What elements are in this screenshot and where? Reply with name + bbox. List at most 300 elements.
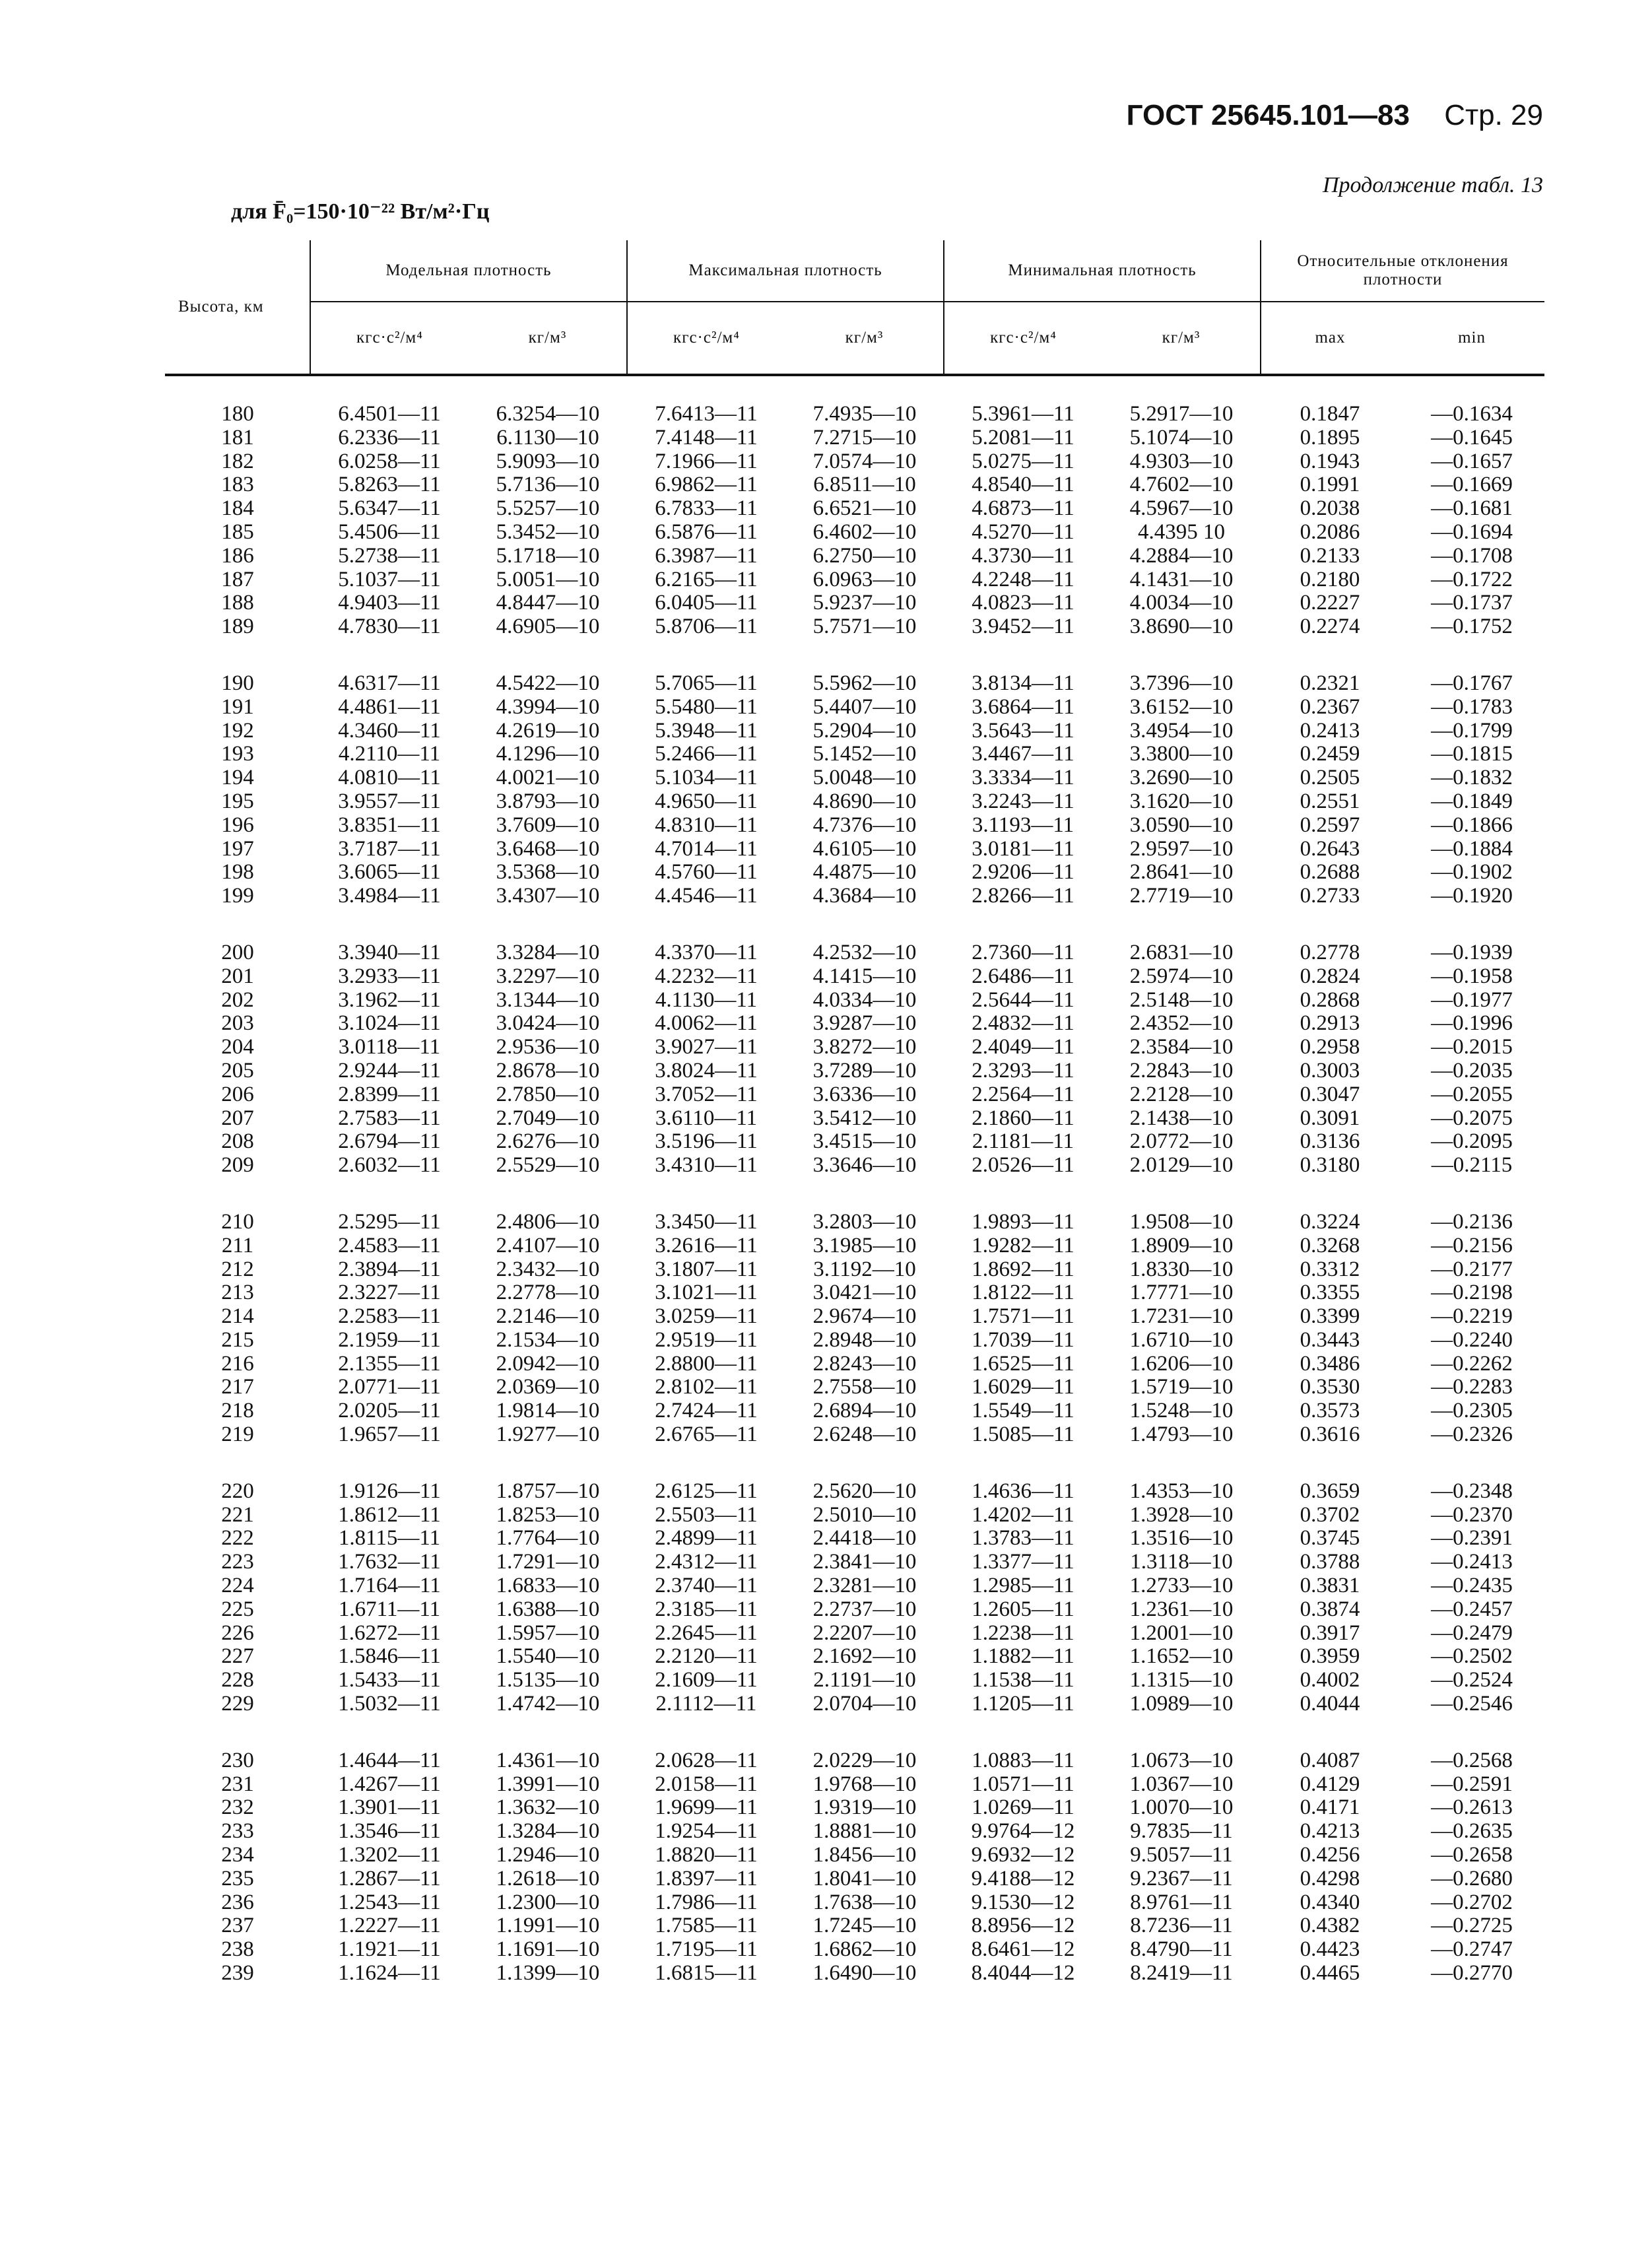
min-kgf-cell: 2.4832—11 [972,1011,1074,1036]
max-kg-cell: 2.1191—10 [813,1668,916,1692]
max-kgf-cell: 1.7585—11 [655,1914,758,1938]
min-kgf-cell: 9.6932—12 [971,1843,1075,1867]
min-kgf-cell: 3.1193—11 [972,813,1074,837]
model-kg-cell: 4.3994—10 [496,694,600,719]
max-kgf-cell: 5.3948—11 [655,718,758,743]
min-kgf-cell: 1.3783—11 [972,1526,1074,1551]
model-kg-cell: 3.7609—10 [496,813,600,837]
table-row [165,1598,1544,1622]
table-row [165,838,1544,861]
dev-min-cell: —0.1694 [1431,519,1513,544]
min-kgf-cell: 1.0269—11 [972,1795,1074,1820]
model-kg-cell: 1.1399—10 [496,1961,600,1986]
model-kg-cell: 1.6388—10 [496,1597,600,1621]
min-kg-cell: 2.0129—10 [1129,1153,1234,1178]
max-kg-cell: 4.0334—10 [812,987,917,1012]
model-kg-cell: 2.6276—10 [496,1129,600,1154]
max-kgf-cell: 2.8800—11 [655,1351,758,1376]
dev-min-cell: —0.2156 [1431,1233,1513,1257]
height-cell: 184 [221,496,254,521]
model-kgf-cell: 2.1959—11 [338,1327,441,1352]
min-kgf-cell: 3.9452—11 [972,615,1074,639]
dev-min-cell: —0.2479 [1431,1621,1513,1645]
table-row [165,1914,1544,1938]
model-kgf-cell: 1.8612—11 [338,1502,441,1527]
max-kg-cell: 4.7376—10 [812,813,917,837]
max-kg-cell: 1.9319—10 [812,1795,917,1820]
min-kg-cell: 3.2690—10 [1129,766,1234,790]
min-kg-cell: 1.1315—10 [1129,1668,1234,1692]
min-kgf-cell: 4.8540—11 [972,473,1074,497]
dev-min-cell: —0.2095 [1431,1129,1513,1154]
table-body [165,375,1544,1992]
table-row [165,615,1544,646]
min-kgf-cell: 3.6864—11 [972,694,1074,719]
model-kg-cell: 4.8447—10 [496,591,600,615]
min-kg-cell: 1.7231—10 [1129,1304,1234,1329]
max-kgf-cell: 4.3370—11 [655,940,758,964]
dev-min-cell: —0.1737 [1431,591,1513,615]
min-kgf-cell: 9.4188—12 [971,1866,1075,1890]
max-kg-cell: 1.8881—10 [812,1819,917,1844]
table-row [165,1399,1544,1423]
min-kgf-cell: 8.8956—12 [971,1914,1075,1938]
group-header-model: Модельная плотность [310,240,627,302]
dev-min-cell: —0.1767 [1431,671,1513,695]
dev-max-cell: 0.3224 [1300,1209,1360,1234]
min-kg-cell: 1.2001—10 [1129,1621,1234,1645]
model-kgf-cell: 1.9657—11 [338,1422,441,1447]
dev-min-cell: —0.2413 [1431,1550,1513,1574]
min-kg-cell: 2.3584—10 [1129,1035,1234,1059]
dev-min-cell: —0.2524 [1431,1668,1513,1692]
height-cell: 181 [221,425,254,450]
height-cell: 220 [221,1479,254,1503]
max-kg-cell: 4.2532—10 [812,940,917,964]
model-kgf-cell: 4.2110—11 [338,742,441,766]
height-cell: 224 [221,1574,254,1598]
height-cell: 197 [221,836,254,861]
max-kgf-cell: 1.8820—11 [655,1843,758,1867]
dev-min-cell: —0.1866 [1431,813,1513,837]
dev-min-cell: —0.2115 [1431,1153,1513,1178]
max-kgf-cell: 2.2645—11 [655,1621,758,1645]
max-kgf-cell: 4.5760—11 [655,860,758,885]
dev-min-cell: —0.1799 [1431,718,1513,743]
dev-max-cell: 0.2180 [1300,567,1360,591]
max-kg-cell: 2.4418—10 [812,1526,917,1551]
max-kg-cell: 2.6248—10 [812,1422,917,1447]
model-kg-cell: 1.3632—10 [496,1795,600,1820]
max-kgf-cell: 1.9699—11 [655,1795,758,1820]
group-header-row [165,240,1544,302]
min-kgf-cell: 4.5270—11 [972,519,1074,544]
model-kg-cell: 4.6905—10 [496,615,600,639]
min-kg-cell: 2.1438—10 [1129,1106,1234,1130]
dev-max-cell: 0.3659 [1300,1479,1360,1503]
height-cell: 212 [221,1257,254,1281]
height-cell: 206 [221,1082,254,1106]
height-cell: 228 [221,1668,254,1692]
height-cell: 199 [221,884,254,908]
model-kgf-cell: 1.4644—11 [338,1748,441,1772]
max-kgf-cell: 2.4899—11 [655,1526,758,1551]
table-row [165,591,1544,615]
min-kgf-cell: 2.0526—11 [972,1153,1074,1178]
height-cell: 233 [221,1819,254,1844]
model-kgf-cell: 4.6317—11 [338,671,441,695]
dev-max-cell: 0.2733 [1300,884,1360,908]
min-kgf-cell: 1.7571—11 [972,1304,1074,1329]
dev-max-cell: 0.3047 [1300,1082,1360,1106]
dev-max-cell: 0.2958 [1300,1035,1360,1059]
standard-number: ГОСТ 25645.101—83 [1126,99,1410,131]
max-kgf-cell: 3.7052—11 [655,1082,758,1106]
model-kg-cell: 1.7291—10 [496,1550,600,1574]
dev-min-cell: —0.1634 [1431,402,1513,426]
max-kg-cell: 3.3646—10 [812,1153,917,1178]
table-row [165,646,1544,696]
max-kg-cell: 3.5412—10 [812,1106,917,1130]
height-cell: 229 [221,1692,254,1716]
dev-max-cell: 0.4002 [1300,1668,1360,1692]
min-kgf-cell: 2.5644—11 [972,987,1074,1012]
dev-max-cell: 0.2367 [1300,694,1360,719]
model-kg-cell: 3.5368—10 [496,860,600,885]
table-row [165,1622,1544,1646]
table-row [165,1036,1544,1059]
max-kgf-cell: 7.6413—11 [655,402,758,426]
max-kgf-cell: 6.2165—11 [655,567,758,591]
model-kgf-cell: 1.9126—11 [338,1479,441,1503]
model-kgf-cell: 2.3894—11 [338,1257,441,1281]
max-kgf-cell: 2.8102—11 [655,1375,758,1399]
model-kgf-cell: 3.6065—11 [338,860,441,885]
height-cell: 238 [221,1937,254,1962]
dev-min-cell: —0.2075 [1431,1106,1513,1130]
min-kgf-cell: 1.0571—11 [972,1772,1074,1796]
height-cell: 205 [221,1058,254,1083]
max-kg-cell: 3.6336—10 [812,1082,917,1106]
table-row [165,1692,1544,1723]
min-kgf-cell: 3.4467—11 [972,742,1074,766]
dev-max-cell: 0.2038 [1300,496,1360,521]
dev-max-cell: 0.3486 [1300,1351,1360,1376]
max-kgf-cell: 6.0405—11 [655,591,758,615]
height-cell: 211 [221,1233,254,1257]
height-cell: 186 [221,543,254,568]
min-kg-cell: 1.4353—10 [1129,1479,1234,1503]
table-row [165,1773,1544,1797]
max-kg-cell: 5.9237—10 [812,591,917,615]
table-row [165,1154,1544,1184]
table-row [165,497,1544,521]
dev-min-cell: —0.2055 [1431,1082,1513,1106]
max-kgf-cell: 1.9254—11 [655,1819,758,1844]
table-row [165,965,1544,989]
model-kg-cell: 1.5957—10 [496,1621,600,1645]
model-kgf-cell: 1.7164—11 [338,1574,441,1598]
dev-max-cell: 0.3831 [1300,1574,1360,1598]
max-kg-cell: 5.4407—10 [812,694,917,719]
max-kgf-cell: 2.1112—11 [655,1692,757,1716]
max-kg-cell: 1.6490—10 [812,1961,917,1986]
model-kgf-cell: 6.2336—11 [338,425,441,450]
height-cell: 226 [221,1621,254,1645]
dev-min-cell: —0.2370 [1431,1502,1513,1527]
max-kg-cell: 2.2207—10 [812,1621,917,1645]
dev-min-cell: —0.2613 [1431,1795,1513,1820]
dev-max-cell: 0.2459 [1300,742,1360,766]
dev-min-cell: —0.1902 [1431,860,1513,885]
dev-min-cell: —0.2725 [1431,1914,1513,1938]
dev-max-cell: 0.3399 [1300,1304,1360,1329]
dev-min-cell: —0.2435 [1431,1574,1513,1598]
dev-max-cell: 0.3136 [1300,1129,1360,1154]
table-row [165,568,1544,592]
model-kg-cell: 2.3432—10 [496,1257,600,1281]
model-kgf-cell: 2.0205—11 [338,1399,441,1423]
max-kgf-cell: 4.8310—11 [655,813,758,837]
min-kgf-cell: 8.6461—12 [971,1937,1075,1962]
min-kgf-cell: 4.3730—11 [972,543,1074,568]
model-kgf-cell: 2.8399—11 [338,1082,441,1106]
max-kg-cell: 2.5010—10 [812,1502,917,1527]
dev-max-cell: 0.2643 [1300,836,1360,861]
max-kgf-cell: 1.6815—11 [655,1961,758,1986]
table-row [165,1867,1544,1891]
dev-min-cell: —0.2770 [1431,1961,1513,1986]
table-row [165,426,1544,450]
model-kg-cell: 5.1718—10 [496,543,600,568]
model-kgf-cell: 3.9557—11 [338,789,441,813]
max-kg-cell: 1.7245—10 [812,1914,917,1938]
dev-min-cell: —0.1939 [1431,940,1513,964]
min-kg-cell: 5.2917—10 [1129,402,1234,426]
max-kg-cell: 3.4515—10 [812,1129,917,1154]
max-kgf-cell: 5.7065—11 [655,671,758,695]
min-kg-cell: 3.7396—10 [1129,671,1234,695]
min-kg-cell: 1.7771—10 [1129,1281,1234,1305]
model-kg-cell: 3.2297—10 [496,964,600,988]
dev-max-cell: 0.3355 [1300,1281,1360,1305]
model-kgf-cell: 2.6032—11 [338,1153,441,1178]
dev-max-cell: 0.1991 [1300,473,1360,497]
table-row [165,1258,1544,1282]
min-kgf-cell: 1.5085—11 [972,1422,1074,1447]
height-cell: 230 [221,1748,254,1772]
max-kgf-cell: 6.3987—11 [655,543,758,568]
table-row [165,1551,1544,1574]
model-kg-cell: 3.0424—10 [496,1011,600,1036]
height-cell: 192 [221,718,254,743]
model-kgf-cell: 3.0118—11 [338,1035,441,1059]
unit-header: кг/м³ [469,302,627,375]
min-kg-cell: 1.5719—10 [1129,1375,1234,1399]
dev-max-cell: 0.4213 [1300,1819,1360,1844]
model-kgf-cell: 5.1037—11 [338,567,441,591]
max-kgf-cell: 2.9519—11 [655,1327,758,1352]
model-kgf-cell: 6.4501—11 [338,402,441,426]
model-kg-cell: 5.3452—10 [496,519,600,544]
max-kgf-cell: 1.8397—11 [655,1866,758,1890]
dev-max-cell: 0.3745 [1300,1526,1360,1551]
min-kg-cell: 8.7236—11 [1130,1914,1233,1938]
dev-max-cell: 0.2551 [1300,789,1360,813]
max-kg-cell: 2.8948—10 [812,1327,917,1352]
dev-min-cell: —0.1708 [1431,543,1513,568]
dev-min-cell: —0.2658 [1431,1843,1513,1867]
min-kgf-cell: 3.3334—11 [972,766,1074,790]
table-row [165,1723,1544,1773]
table-row [165,915,1544,965]
height-cell: 187 [221,567,254,591]
model-kgf-cell: 3.3940—11 [338,940,441,964]
min-kg-cell: 1.3118—10 [1130,1550,1233,1574]
dev-max-cell: 0.3312 [1300,1257,1360,1281]
max-kgf-cell: 1.7986—11 [655,1890,758,1914]
model-kg-cell: 1.3991—10 [496,1772,600,1796]
dev-max-cell: 0.4256 [1300,1843,1360,1867]
unit-header: min [1399,302,1544,375]
max-kgf-cell: 4.2232—11 [655,964,758,988]
min-kg-cell: 2.7719—10 [1129,884,1234,908]
dev-min-cell: —0.1669 [1431,473,1513,497]
model-kg-cell: 2.4806—10 [496,1209,600,1234]
table-row [165,1234,1544,1258]
min-kg-cell: 3.4954—10 [1129,718,1234,743]
dev-max-cell: 0.3959 [1300,1644,1360,1669]
min-kg-cell: 2.2128—10 [1129,1082,1234,1106]
table-row [165,1669,1544,1692]
table-row [165,766,1544,790]
dev-min-cell: —0.2035 [1431,1058,1513,1083]
max-kg-cell: 3.1985—10 [812,1233,917,1257]
model-kg-cell: 3.4307—10 [496,884,600,908]
table-row [165,743,1544,766]
dev-max-cell: 0.4044 [1300,1692,1360,1716]
min-kgf-cell: 8.4044—12 [971,1961,1075,1986]
max-kg-cell: 1.7638—10 [812,1890,917,1914]
height-cell: 207 [221,1106,254,1130]
min-kg-cell: 4.9303—10 [1129,449,1234,473]
table-row [165,1891,1544,1915]
height-cell: 225 [221,1597,254,1621]
page-number: Стр. 29 [1444,99,1543,131]
model-kgf-cell: 1.8115—11 [338,1526,441,1551]
dev-min-cell: —0.2219 [1431,1304,1513,1329]
unit-header-row [165,302,1544,375]
dev-max-cell: 0.2688 [1300,860,1360,885]
min-kg-cell: 4.7602—10 [1129,473,1234,497]
min-kg-cell: 9.7835—11 [1130,1819,1233,1844]
max-kg-cell: 2.2737—10 [812,1597,917,1621]
group-header-max: Максимальная плотность [627,240,944,302]
model-kgf-cell: 2.2583—11 [338,1304,441,1329]
dev-max-cell: 0.3091 [1300,1106,1360,1130]
dev-min-cell: —0.1681 [1431,496,1513,521]
model-kg-cell: 1.9814—10 [496,1399,600,1423]
table-row [165,1012,1544,1036]
min-kg-cell: 3.0590—10 [1129,813,1234,837]
dev-max-cell: 0.4465 [1300,1961,1360,1986]
max-kg-cell: 2.7558—10 [812,1375,917,1399]
min-kgf-cell: 1.2238—11 [972,1621,1074,1645]
max-kg-cell: 1.6862—10 [812,1937,917,1962]
model-kgf-cell: 1.5846—11 [338,1644,441,1669]
min-kg-cell: 1.2361—10 [1129,1597,1234,1621]
model-kgf-cell: 2.5295—11 [338,1209,441,1234]
dev-max-cell: 0.2274 [1300,615,1360,639]
model-kgf-cell: 3.4984—11 [338,884,441,908]
min-kg-cell: 2.9597—10 [1129,836,1234,861]
model-kgf-cell: 2.3227—11 [338,1281,441,1305]
max-kg-cell: 4.3684—10 [812,884,917,908]
min-kg-cell: 4.0034—10 [1129,591,1234,615]
min-kgf-cell: 4.2248—11 [972,567,1074,591]
max-kgf-cell: 3.4310—11 [655,1153,758,1178]
dev-min-cell: —0.2635 [1431,1819,1513,1844]
height-cell: 180 [221,402,254,426]
min-kg-cell: 8.4790—11 [1130,1937,1233,1962]
max-kg-cell: 7.0574—10 [812,449,917,473]
min-kgf-cell: 1.2605—11 [972,1597,1074,1621]
min-kg-cell: 3.8690—10 [1129,615,1234,639]
height-cell: 208 [221,1129,254,1154]
max-kgf-cell: 4.4546—11 [655,884,758,908]
dev-max-cell: 0.2227 [1300,591,1360,615]
max-kgf-cell: 7.1966—11 [655,449,758,473]
height-cell: 215 [221,1327,254,1352]
height-cell: 204 [221,1035,254,1059]
height-cell: 235 [221,1866,254,1890]
table-row [165,885,1544,915]
height-cell: 236 [221,1890,254,1914]
table-row [165,1504,1544,1527]
max-kgf-cell: 6.5876—11 [655,519,758,544]
dev-max-cell: 0.4298 [1300,1866,1360,1890]
min-kgf-cell: 1.4636—11 [972,1479,1074,1503]
max-kgf-cell: 6.7833—11 [655,496,758,521]
table-row [165,861,1544,885]
table-row [165,1574,1544,1598]
dev-min-cell: —0.1849 [1431,789,1513,813]
dev-min-cell: —0.1832 [1431,766,1513,790]
height-cell: 209 [221,1153,254,1178]
min-kgf-cell: 3.2243—11 [972,789,1074,813]
dev-max-cell: 0.4171 [1300,1795,1360,1820]
model-kg-cell: 5.9093—10 [496,449,600,473]
model-kg-cell: 1.4361—10 [496,1748,600,1772]
max-kg-cell: 2.5620—10 [812,1479,917,1503]
min-kg-cell: 8.2419—11 [1130,1961,1233,1986]
min-kg-cell: 4.4395 10 [1138,519,1226,544]
max-kg-cell: 7.2715—10 [812,425,917,450]
model-kg-cell: 2.9536—10 [496,1035,600,1059]
dev-max-cell: 0.4087 [1300,1748,1360,1772]
dev-min-cell: —0.2702 [1431,1890,1513,1914]
min-kgf-cell: 1.5549—11 [972,1399,1074,1423]
dev-min-cell: —0.2198 [1431,1281,1513,1305]
model-kgf-cell: 3.1024—11 [338,1011,441,1036]
density-table [165,240,1544,1992]
table-row [165,375,1544,426]
height-cell: 218 [221,1399,254,1423]
model-kg-cell: 2.1534—10 [496,1327,600,1352]
table-row [165,1454,1544,1504]
min-kgf-cell: 1.8122—11 [972,1281,1074,1305]
dev-max-cell: 0.3530 [1300,1375,1360,1399]
